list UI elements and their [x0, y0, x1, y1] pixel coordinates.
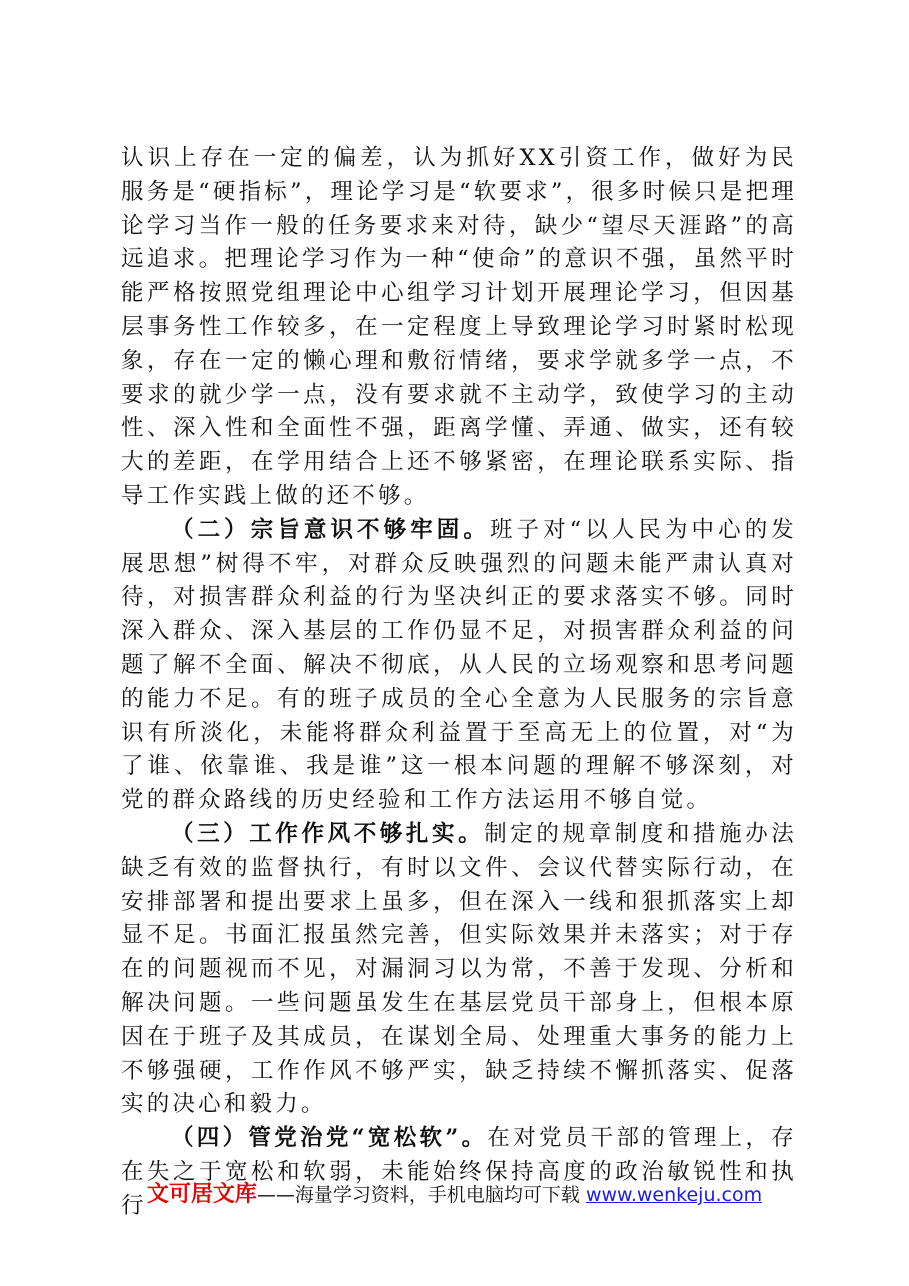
section-heading-3: （三）工作作风不够扎实。 — [171, 820, 485, 847]
footer-url-link[interactable]: www.wenkeju.com — [585, 1184, 763, 1206]
footer-tagline: ——海量学习资料，手机电脑均可下载 — [256, 1184, 580, 1206]
section-heading-4: （四）管党治党“宽松软”。 — [171, 1125, 488, 1152]
paragraph-2 — [121, 514, 797, 818]
footer-banner — [0, 1180, 909, 1210]
paragraph-2-text: 班子对“以人民为中心的发展思想”树得不牢，对群众反映强烈的问题未能严肃认真对待，对损害群众利益的行为坚决纠正的要求落实不够。同时深入群众、深入基层的工作仍显不足，对损害群众利益的问题了解不全面、解决不彻底，从人民的立场观察和思考问题的能力不足。有的班子成员的全心全意为人民服务的宗旨意识有所淡化，未能将群众利益置于至高无上的位置，对“为了谁、依靠谁、我是谁”这一根本问题的理解不够深刻，对党的群众路线的历史经验和工作方法运用不够自觉。 — [121, 516, 797, 814]
footer-brand: 文可居文库 — [146, 1182, 257, 1207]
paragraph-1 — [121, 142, 797, 514]
paragraph-3-text: 制定的规章制度和措施办法缺乏有效的监督执行，有时以文件、会议代替实际行动，在安排部署和提出要求上虽多，但在深入一线和狠抓落实上却显不足。书面汇报虽然完善，但实际效果并未落实；对于存在的问题视而不见，对漏洞习以为常，不善于发现、分析和解决问题。一些问题虽发生在基层党员干部身上，但根本原因在于班子及其成员，在谋划全局、处理重大事务的能力上不够强硬，工作作风不够严实，缺乏持续不懈抓落实、促落实的决心和毅力。 — [121, 820, 797, 1118]
section-heading-2: （二）宗旨意识不够牢固。 — [171, 516, 490, 543]
paragraph-3 — [121, 818, 797, 1122]
paragraph-4-text: 在对党员干部的管理上，存在失之于宽松和软弱，未能始终保持高度的政治敏锐性和执行 — [121, 1125, 798, 1219]
document-body — [121, 142, 797, 1224]
paragraph-1-text: 认识上存在一定的偏差，认为抓好XX引资工作，做好为民服务是“硬指标”，理论学习是“软要求”，很多时候只是把理论学习当作一般的任务要求来对待，缺少“望尽天涯路”的高远追求。把理论学习作为一种“使命”的意识不强，虽然平时能严格按照党组理论中心组学习计划开展理论学习，但因基层事务性工作较多，在一定程度上导致理论学习时紧时松现象，存在一定的懒心理和敷衍情绪，要求学就多学一点，不要求的就少学一点，没有要求就不主动学，致使学习的主动性、深入性和全面性不强，距离学懂、弄通、做实，还有较大的差距，在学用结合上还不够紧密，在理论联系实际、指导工作实践上做的还不够。 — [121, 145, 797, 509]
